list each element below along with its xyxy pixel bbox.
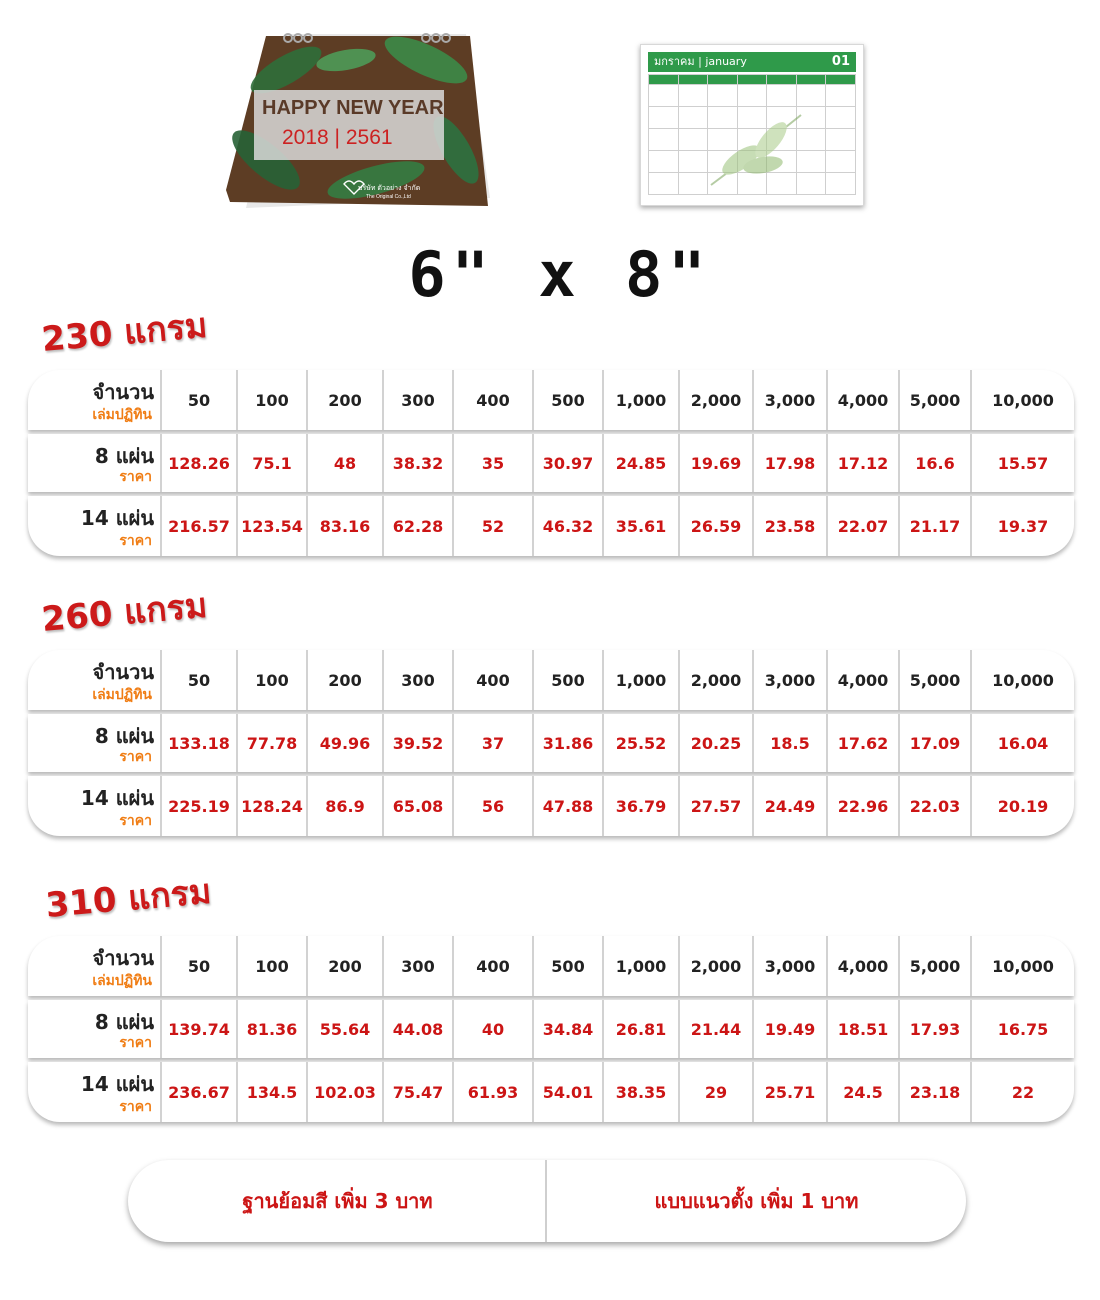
price-cell: 27.57 xyxy=(678,776,752,836)
quantity-cell: 200 xyxy=(306,936,382,996)
price-cell: 38.32 xyxy=(382,434,452,492)
quantity-cell: 100 xyxy=(236,936,306,996)
price-cell: 18.51 xyxy=(826,1000,898,1058)
price-row xyxy=(28,776,1074,836)
quantity-cell: 100 xyxy=(236,370,306,430)
quantity-cell: 2,000 xyxy=(678,650,752,710)
price-sublabel: ราคา xyxy=(119,1099,152,1115)
sheet-count-label: 8 แผ่น xyxy=(94,724,154,748)
price-cell: 49.96 xyxy=(306,714,382,772)
price-row xyxy=(28,434,1074,492)
price-row xyxy=(28,1062,1074,1122)
price-cell: 81.36 xyxy=(236,1000,306,1058)
quantity-cell: 500 xyxy=(532,370,602,430)
price-cell: 21.17 xyxy=(898,496,970,556)
quantity-cell: 50 xyxy=(160,370,236,430)
price-cell: 38.35 xyxy=(602,1062,678,1122)
quantity-cell: 10,000 xyxy=(970,936,1074,996)
quantity-cell: 400 xyxy=(452,936,532,996)
price-sublabel: ราคา xyxy=(119,533,152,549)
price-cell: 216.57 xyxy=(160,496,236,556)
quantity-cell: 300 xyxy=(382,936,452,996)
row-label xyxy=(28,496,160,556)
price-cell: 134.5 xyxy=(236,1062,306,1122)
quantity-row xyxy=(28,936,1074,996)
quantity-cell: 500 xyxy=(532,650,602,710)
cover-heading: HAPPY NEW YEAR xyxy=(262,97,444,119)
quantity-cell: 4,000 xyxy=(826,370,898,430)
quantity-cell: 1,000 xyxy=(602,370,678,430)
price-cell: 46.32 xyxy=(532,496,602,556)
size-title: 6" x 8" xyxy=(408,238,712,311)
price-cell: 128.26 xyxy=(160,434,236,492)
cover-brand: บริษัท ตัวอย่าง จำกัด xyxy=(358,185,421,192)
sheet-count-label: 14 แผ่น xyxy=(80,1072,154,1096)
price-cell: 30.97 xyxy=(532,434,602,492)
cover-years: 2018 | 2561 xyxy=(282,126,393,149)
quantity-cell: 100 xyxy=(236,650,306,710)
quantity-cell: 10,000 xyxy=(970,370,1074,430)
price-cell: 22.96 xyxy=(826,776,898,836)
quantity-cell: 300 xyxy=(382,650,452,710)
extra-options-box xyxy=(128,1160,966,1242)
row-label xyxy=(28,434,160,492)
price-cell: 29 xyxy=(678,1062,752,1122)
price-cell: 23.58 xyxy=(752,496,826,556)
section-title-260: 260 แกรม xyxy=(39,585,209,641)
cover-brand-sub: The Original Co.,Ltd xyxy=(366,194,411,200)
price-cell: 36.79 xyxy=(602,776,678,836)
quantity-sublabel: เล่มปฏิทิน xyxy=(92,407,152,423)
price-cell: 35 xyxy=(452,434,532,492)
price-cell: 22.07 xyxy=(826,496,898,556)
price-cell: 77.78 xyxy=(236,714,306,772)
calendar-sheet-header: มกราคม | january 01 xyxy=(648,52,856,72)
price-cell: 16.04 xyxy=(970,714,1074,772)
quantity-cell: 2,000 xyxy=(678,936,752,996)
price-cell: 75.1 xyxy=(236,434,306,492)
price-cell: 24.85 xyxy=(602,434,678,492)
quantity-cell: 5,000 xyxy=(898,936,970,996)
leaf-icon xyxy=(701,105,811,195)
price-cell: 16.75 xyxy=(970,1000,1074,1058)
price-cell: 86.9 xyxy=(306,776,382,836)
row-label xyxy=(28,714,160,772)
quantity-cell: 200 xyxy=(306,650,382,710)
quantity-cell: 50 xyxy=(160,650,236,710)
price-cell: 55.64 xyxy=(306,1000,382,1058)
quantity-label: จำนวน xyxy=(92,660,154,684)
sheet-month-th: มกราคม xyxy=(654,55,695,68)
sheet-count-label: 8 แผ่น xyxy=(94,1010,154,1034)
row-label xyxy=(28,936,160,996)
price-cell: 22.03 xyxy=(898,776,970,836)
price-row xyxy=(28,714,1074,772)
price-cell: 21.44 xyxy=(678,1000,752,1058)
calendar-sheet-image xyxy=(640,44,864,206)
extra-colored-base: ฐานย้อมสี เพิ่ม 3 บาท xyxy=(242,1189,433,1213)
price-cell: 17.98 xyxy=(752,434,826,492)
price-cell: 15.57 xyxy=(970,434,1074,492)
section-title-310: 310 แกรม xyxy=(43,871,213,927)
sheet-month-num: 01 xyxy=(831,54,850,69)
row-label xyxy=(28,776,160,836)
price-cell: 128.24 xyxy=(236,776,306,836)
price-cell: 133.18 xyxy=(160,714,236,772)
price-cell: 19.37 xyxy=(970,496,1074,556)
quantity-row xyxy=(28,370,1074,430)
price-cell: 61.93 xyxy=(452,1062,532,1122)
price-table-310 xyxy=(28,936,1074,1122)
quantity-cell: 1,000 xyxy=(602,650,678,710)
price-cell: 24.49 xyxy=(752,776,826,836)
price-cell: 65.08 xyxy=(382,776,452,836)
price-cell: 236.67 xyxy=(160,1062,236,1122)
quantity-cell: 5,000 xyxy=(898,650,970,710)
price-cell: 34.84 xyxy=(532,1000,602,1058)
price-sublabel: ราคา xyxy=(119,1035,152,1051)
quantity-cell: 4,000 xyxy=(826,936,898,996)
price-cell: 47.88 xyxy=(532,776,602,836)
quantity-cell: 3,000 xyxy=(752,370,826,430)
price-cell: 19.69 xyxy=(678,434,752,492)
price-cell: 48 xyxy=(306,434,382,492)
price-cell: 123.54 xyxy=(236,496,306,556)
price-cell: 56 xyxy=(452,776,532,836)
row-label xyxy=(28,650,160,710)
price-cell: 22 xyxy=(970,1062,1074,1122)
quantity-cell: 50 xyxy=(160,936,236,996)
price-table-230 xyxy=(28,370,1074,556)
price-sublabel: ราคา xyxy=(119,813,152,829)
price-sublabel: ราคา xyxy=(119,749,152,765)
price-cell: 225.19 xyxy=(160,776,236,836)
quantity-cell: 400 xyxy=(452,370,532,430)
quantity-cell: 300 xyxy=(382,370,452,430)
price-cell: 16.6 xyxy=(898,434,970,492)
section-title-230: 230 แกรม xyxy=(39,305,209,361)
quantity-cell: 10,000 xyxy=(970,650,1074,710)
row-label xyxy=(28,1062,160,1122)
quantity-cell: 400 xyxy=(452,650,532,710)
price-cell: 17.09 xyxy=(898,714,970,772)
quantity-cell: 3,000 xyxy=(752,650,826,710)
price-cell: 75.47 xyxy=(382,1062,452,1122)
quantity-label: จำนวน xyxy=(92,380,154,404)
price-cell: 23.18 xyxy=(898,1062,970,1122)
quantity-label: จำนวน xyxy=(92,946,154,970)
price-cell: 18.5 xyxy=(752,714,826,772)
sheet-count-label: 8 แผ่น xyxy=(94,444,154,468)
quantity-sublabel: เล่มปฏิทิน xyxy=(92,687,152,703)
quantity-row xyxy=(28,650,1074,710)
quantity-cell: 5,000 xyxy=(898,370,970,430)
price-cell: 17.12 xyxy=(826,434,898,492)
price-cell: 44.08 xyxy=(382,1000,452,1058)
price-row xyxy=(28,1000,1074,1058)
quantity-cell: 4,000 xyxy=(826,650,898,710)
row-label xyxy=(28,370,160,430)
price-cell: 54.01 xyxy=(532,1062,602,1122)
price-cell: 83.16 xyxy=(306,496,382,556)
row-label xyxy=(28,1000,160,1058)
price-cell: 62.28 xyxy=(382,496,452,556)
price-cell: 102.03 xyxy=(306,1062,382,1122)
price-cell: 20.19 xyxy=(970,776,1074,836)
price-cell: 139.74 xyxy=(160,1000,236,1058)
price-cell: 31.86 xyxy=(532,714,602,772)
price-cell: 17.93 xyxy=(898,1000,970,1058)
price-table-260 xyxy=(28,650,1074,836)
price-cell: 52 xyxy=(452,496,532,556)
quantity-cell: 2,000 xyxy=(678,370,752,430)
quantity-cell: 1,000 xyxy=(602,936,678,996)
price-cell: 19.49 xyxy=(752,1000,826,1058)
quantity-cell: 3,000 xyxy=(752,936,826,996)
price-cell: 26.81 xyxy=(602,1000,678,1058)
price-cell: 35.61 xyxy=(602,496,678,556)
price-cell: 37 xyxy=(452,714,532,772)
price-cell: 25.52 xyxy=(602,714,678,772)
quantity-sublabel: เล่มปฏิทิน xyxy=(92,973,152,989)
sheet-count-label: 14 แผ่น xyxy=(80,786,154,810)
price-cell: 26.59 xyxy=(678,496,752,556)
quantity-cell: 200 xyxy=(306,370,382,430)
price-cell: 24.5 xyxy=(826,1062,898,1122)
quantity-cell: 500 xyxy=(532,936,602,996)
price-sublabel: ราคา xyxy=(119,469,152,485)
price-row xyxy=(28,496,1074,556)
price-cell: 25.71 xyxy=(752,1062,826,1122)
price-cell: 17.62 xyxy=(826,714,898,772)
sheet-count-label: 14 แผ่น xyxy=(80,506,154,530)
desk-calendar-image xyxy=(226,30,492,210)
price-cell: 20.25 xyxy=(678,714,752,772)
extra-portrait-layout: แบบแนวตั้ง เพิ่ม 1 บาท xyxy=(545,1160,966,1242)
sheet-month-en: january xyxy=(705,55,747,68)
price-cell: 39.52 xyxy=(382,714,452,772)
price-cell: 40 xyxy=(452,1000,532,1058)
